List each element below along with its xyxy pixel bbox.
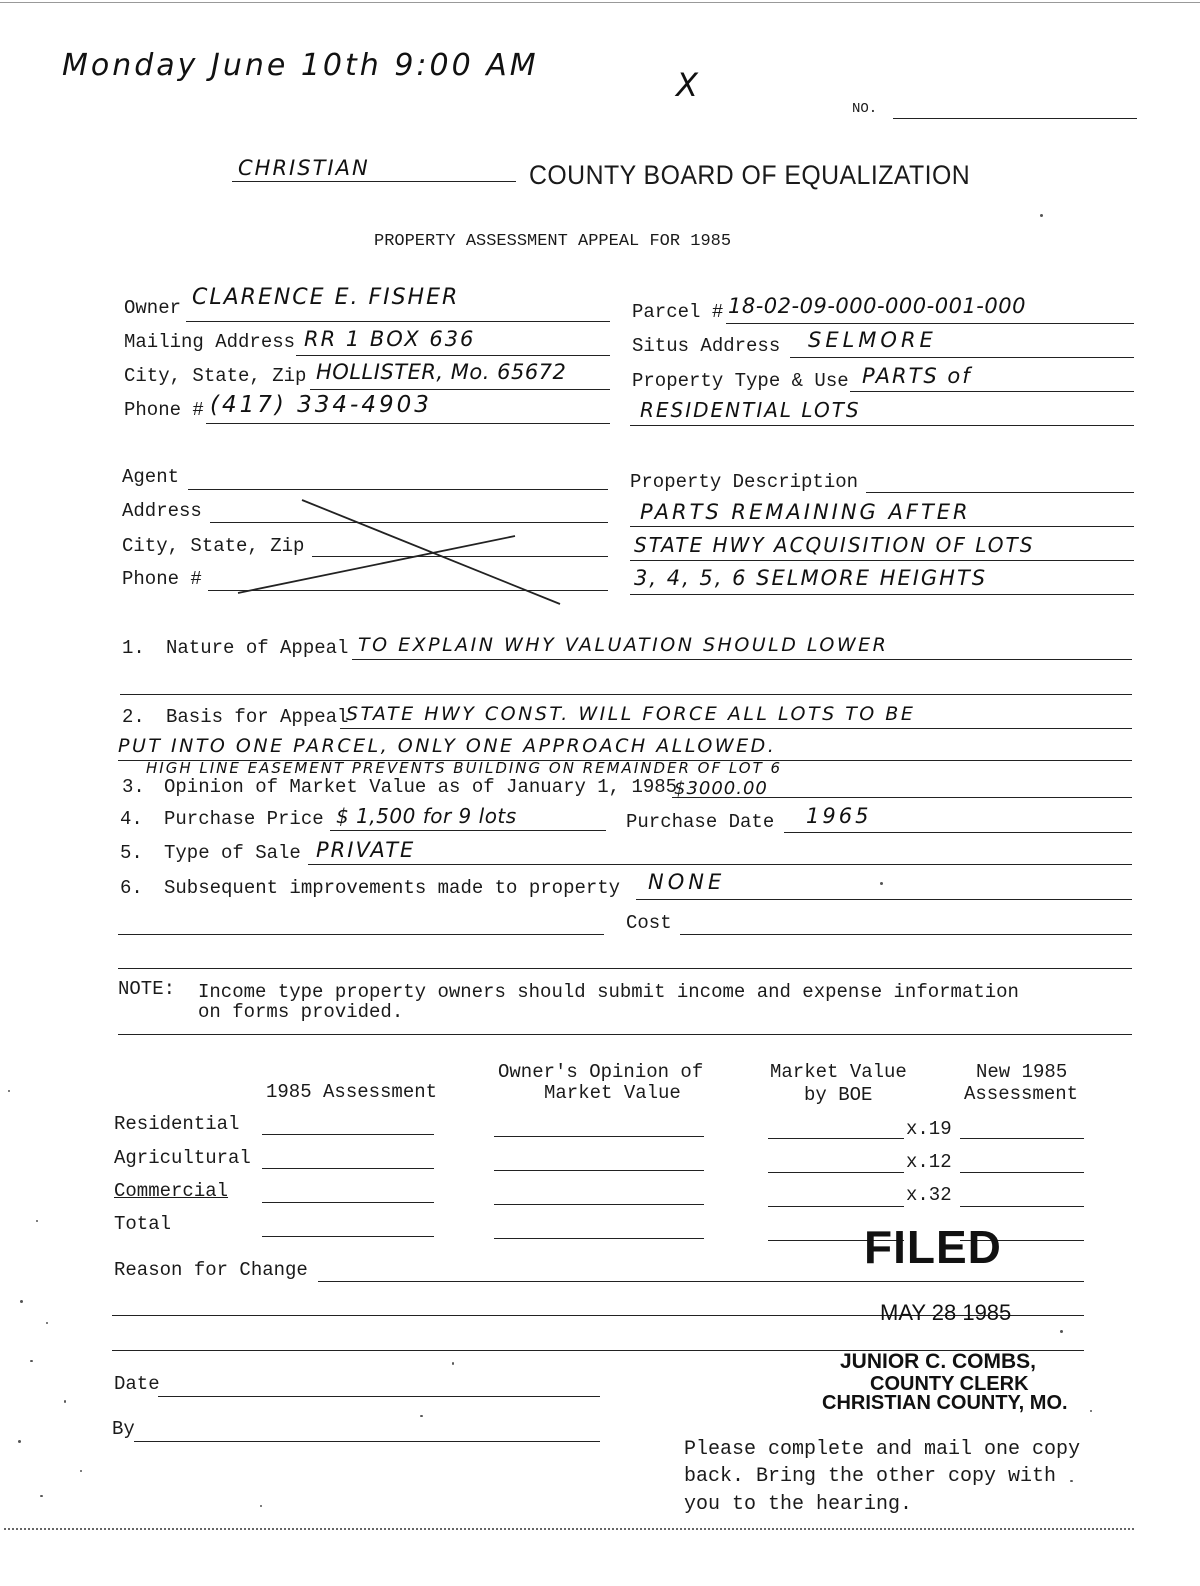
mail-note-line-1: Please complete and mail one copy: [684, 1438, 1081, 1461]
purchase-price-line: [330, 830, 606, 831]
market-value-opinion-label: Opinion of Market Value as of January 1, 1985: [164, 776, 678, 798]
scan-top-edge: [0, 2, 1200, 3]
filed-date-stamp: MAY 28 1985: [880, 1300, 1012, 1325]
cell-line: [960, 1172, 1084, 1173]
nature-of-appeal-line-2: [120, 694, 1132, 695]
note-line-1: Income type property owners should submit income and expense information: [198, 981, 1019, 1003]
improvements-value: NONE: [648, 870, 726, 894]
cell-line: [262, 1168, 434, 1169]
basis-for-appeal-value-2: PUT INTO ONE PARCEL, ONLY ONE APPROACH ALLOWED.: [118, 735, 777, 757]
property-description-label: Property Description: [630, 471, 859, 493]
factor-commercial: x.32: [906, 1184, 952, 1206]
handwritten-appointment: Monday June 10th 9:00 AM: [62, 48, 539, 83]
factor-residential: x.19: [906, 1118, 952, 1140]
improvements-line-2: [118, 934, 604, 935]
cost-line: [680, 934, 1132, 935]
q1-number: 1.: [122, 637, 145, 659]
property-type-value-2: RESIDENTIAL LOTS: [640, 398, 861, 422]
market-value-opinion-line: [672, 797, 1132, 798]
filed-stamp: FILED: [864, 1221, 1002, 1273]
cell-line: [494, 1170, 704, 1171]
cell-line: [768, 1172, 904, 1173]
property-description-line-1: PARTS REMAINING AFTER: [640, 500, 971, 524]
q3-number: 3.: [122, 776, 145, 798]
purchase-date-line: [784, 832, 1132, 833]
cell-line: [494, 1136, 704, 1137]
mailing-address-value: RR 1 BOX 636: [304, 327, 476, 351]
owner-label: Owner: [124, 297, 182, 319]
improvements-line: [636, 899, 1132, 900]
nature-of-appeal-value: TO EXPLAIN WHY VALUATION SHOULD LOWER: [358, 634, 889, 656]
parcel-value: 18-02-09-000-000-001-000: [728, 294, 1026, 318]
row-commercial: Commercial: [114, 1180, 229, 1202]
agent-city-label: City, State, Zip: [122, 535, 305, 557]
reason-for-change-label: Reason for Change: [114, 1259, 308, 1281]
nature-of-appeal-line: [352, 659, 1132, 660]
city-state-zip-label: City, State, Zip: [124, 365, 307, 387]
cost-label: Cost: [626, 912, 672, 934]
mail-note-line-3: you to the hearing.: [684, 1493, 913, 1516]
q4-number: 4.: [120, 808, 143, 830]
improvements-line-3: [118, 968, 1132, 969]
note-label: NOTE:: [118, 978, 176, 1000]
property-description-rule-2: [630, 560, 1134, 561]
note-divider: [118, 1034, 1132, 1035]
situs-address-value: SELMORE: [808, 328, 937, 352]
property-description-rule-3: [630, 594, 1134, 595]
purchase-date-value: 1965: [806, 804, 872, 828]
type-of-sale-line: [308, 864, 1132, 865]
situs-address-label: Situs Address: [632, 335, 781, 357]
property-description-rule-1: [630, 526, 1134, 527]
agent-address-label: Address: [122, 500, 202, 522]
col-market-value-boe-1: Market Value: [770, 1061, 907, 1083]
cell-line: [494, 1238, 704, 1239]
cell-line: [960, 1206, 1084, 1207]
col-market-value-boe-2: by BOE: [804, 1084, 873, 1106]
row-total: Total: [114, 1213, 172, 1235]
q2-number: 2.: [122, 706, 145, 728]
cell-line: [262, 1236, 434, 1237]
col-new-assessment-1: New 1985: [976, 1061, 1068, 1083]
county-name: CHRISTIAN: [238, 156, 370, 180]
clerk-name-stamp: JUNIOR C. COMBS,: [840, 1350, 1037, 1373]
property-type-label: Property Type & Use: [632, 370, 849, 392]
row-residential: Residential: [114, 1113, 240, 1135]
clerk-title-stamp: COUNTY CLERK: [870, 1373, 1029, 1395]
cell-line: [262, 1202, 434, 1203]
cell-line: [768, 1206, 904, 1207]
type-of-sale-value: PRIVATE: [316, 838, 416, 862]
col-owners-opinion-2: Market Value: [544, 1082, 681, 1104]
property-description-line-2: STATE HWY ACQUISITION OF LOTS: [634, 533, 1035, 557]
improvements-label: Subsequent improvements made to property: [164, 877, 621, 899]
by-line: [134, 1441, 600, 1442]
agent-crossout-mark: [0, 0, 1200, 620]
clerk-county-stamp: CHRISTIAN COUNTY, MO.: [822, 1392, 1068, 1414]
agent-phone-label: Phone #: [122, 568, 202, 590]
note-line-2: on forms provided.: [198, 1001, 404, 1023]
property-description-line-0: [866, 492, 1134, 493]
row-agricultural: Agricultural: [114, 1147, 251, 1169]
parcel-label: Parcel #: [632, 301, 724, 323]
cell-line: [768, 1138, 904, 1139]
scan-bottom-edge: [4, 1528, 1134, 1530]
purchase-date-label: Purchase Date: [626, 811, 775, 833]
market-value-opinion-value: $3000.00: [674, 778, 768, 799]
phone-label: Phone #: [124, 399, 204, 421]
property-type-value-1: PARTS of: [862, 364, 972, 388]
q5-number: 5.: [120, 842, 143, 864]
no-label: NO.: [852, 101, 878, 117]
nature-of-appeal-label: Nature of Appeal: [166, 637, 349, 659]
purchase-price-label: Purchase Price: [164, 808, 324, 830]
col-1985-assessment: 1985 Assessment: [266, 1081, 438, 1103]
form-title: COUNTY BOARD OF EQUALIZATION: [529, 160, 971, 190]
factor-agricultural: x.12: [906, 1151, 952, 1173]
cell-line: [262, 1134, 434, 1135]
form-subtitle: PROPERTY ASSESSMENT APPEAL FOR 1985: [374, 232, 732, 251]
agent-label: Agent: [122, 466, 180, 488]
basis-for-appeal-label: Basis for Appeal: [166, 706, 349, 728]
basis-for-appeal-value-3: HIGH LINE EASEMENT PREVENTS BUILDING ON REMAINDER OF LOT 6: [146, 759, 783, 777]
city-state-zip-value: HOLLISTER, Mo. 65672: [316, 360, 567, 384]
q6-number: 6.: [120, 877, 143, 899]
col-new-assessment-2: Assessment: [964, 1083, 1079, 1105]
mail-note-line-2: back. Bring the other copy with: [684, 1465, 1057, 1488]
purchase-price-value: $ 1,500 for 9 lots: [336, 804, 517, 828]
phone-value: (417) 334-4903: [210, 392, 432, 418]
x-mark: X: [676, 66, 700, 104]
owner-value: CLARENCE E. FISHER: [192, 285, 460, 310]
cell-line: [960, 1138, 1084, 1139]
property-description-line-3: 3, 4, 5, 6 SELMORE HEIGHTS: [634, 566, 988, 590]
reason-line-1: [318, 1281, 1084, 1282]
type-of-sale-label: Type of Sale: [164, 842, 301, 864]
date-label: Date: [114, 1373, 160, 1395]
by-label: By: [112, 1418, 135, 1440]
date-line: [158, 1396, 600, 1397]
cell-line: [494, 1204, 704, 1205]
col-owners-opinion-1: Owner's Opinion of: [498, 1061, 704, 1083]
basis-for-appeal-line-1: [340, 728, 1132, 729]
basis-for-appeal-value-1: STATE HWY CONST. WILL FORCE ALL LOTS TO BE: [346, 703, 916, 725]
mailing-address-label: Mailing Address: [124, 331, 296, 353]
